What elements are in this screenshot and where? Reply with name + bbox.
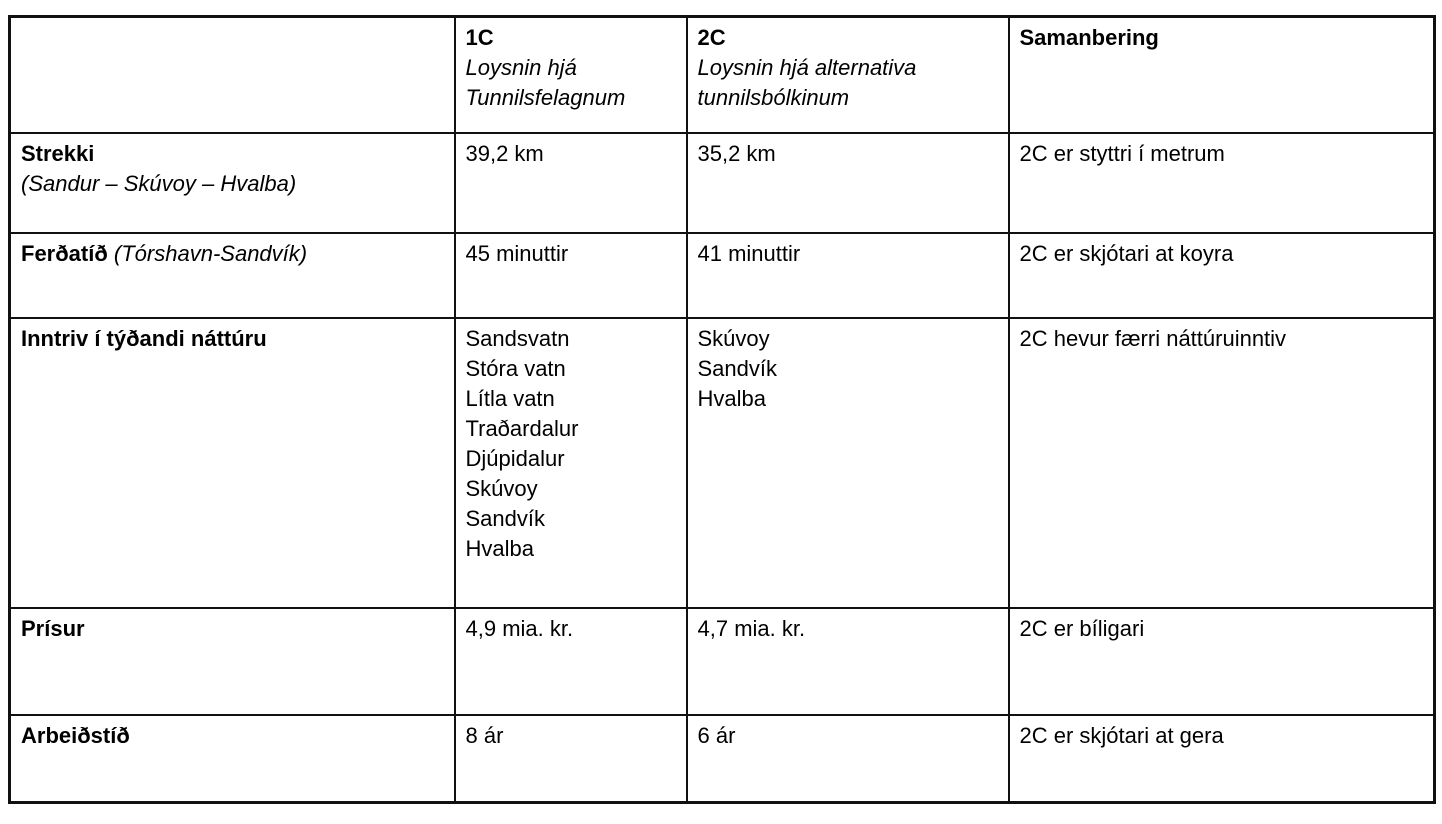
list-item: Skúvoy	[697, 325, 770, 351]
row-label-cell	[10, 318, 455, 608]
list-item: Sandsvatn	[465, 325, 570, 351]
list-item: Hvalba	[465, 535, 534, 561]
value-cell-2c: 41 minuttir	[687, 233, 1009, 318]
column-subtitle-2c: Loysnin hjá alternativa tunnilsbólkinum	[697, 55, 917, 110]
row-label: Strekki	[21, 140, 95, 166]
header-cell-1c	[455, 17, 687, 133]
row-label: Inntriv í týðandi náttúru	[21, 325, 267, 351]
list-item: Skúvoy	[465, 475, 538, 501]
table-row-arbeidstid	[10, 715, 1435, 803]
table-row-ferdatid	[10, 233, 1435, 318]
list-item: Sandvík	[697, 355, 777, 381]
table-row-strekki	[10, 133, 1435, 233]
value-cell-1c: 8 ár	[455, 715, 687, 803]
row-label: Arbeiðstíð	[21, 722, 130, 748]
list-item: Lítla vatn	[465, 385, 555, 411]
header-cell-comparison	[1009, 17, 1435, 133]
comparison-cell: 2C er skjótari at koyra	[1009, 233, 1435, 318]
value-cell-2c	[687, 318, 1009, 608]
value-cell-2c: 6 ár	[687, 715, 1009, 803]
comparison-cell: 2C er bíligari	[1009, 608, 1435, 715]
value-cell-1c: 4,9 mia. kr.	[455, 608, 687, 715]
comparison-cell: 2C er skjótari at gera	[1009, 715, 1435, 803]
header-empty-cell	[10, 17, 455, 133]
column-title-comparison: Samanbering	[1019, 25, 1159, 50]
value-cell-1c: 45 minuttir	[455, 233, 687, 318]
list-item: Djúpidalur	[465, 445, 565, 471]
value-cell-2c: 35,2 km	[687, 133, 1009, 233]
row-label-note: (Sandur – Skúvoy – Hvalba)	[21, 170, 297, 196]
comparison-cell: 2C hevur færri náttúruinntiv	[1009, 318, 1435, 608]
value-cell-2c: 4,7 mia. kr.	[687, 608, 1009, 715]
list-item: Hvalba	[697, 385, 766, 411]
row-label-cell	[10, 715, 455, 803]
row-label-cell	[10, 608, 455, 715]
table-row-inntriv	[10, 318, 1435, 608]
header-cell-2c	[687, 17, 1009, 133]
column-title-2c: 2C	[697, 25, 726, 50]
list-item: Stóra vatn	[465, 355, 566, 381]
comparison-cell: 2C er styttri í metrum	[1009, 133, 1435, 233]
table-header-row	[10, 17, 1435, 133]
row-label-note: (Tórshavn-Sandvík)	[113, 240, 308, 266]
value-cell-1c	[455, 318, 687, 608]
column-title-1c: 1C	[465, 25, 494, 50]
row-label-cell	[10, 133, 455, 233]
column-subtitle-1c: Loysnin hjá Tunnilsfelagnum	[465, 55, 626, 110]
tunnel-comparison-table	[8, 15, 1436, 804]
table-row-prisur	[10, 608, 1435, 715]
row-label: Ferðatíð	[21, 240, 108, 266]
value-cell-1c: 39,2 km	[455, 133, 687, 233]
list-item: Traðardalur	[465, 415, 579, 441]
row-label-cell	[10, 233, 455, 318]
row-label: Prísur	[21, 615, 85, 641]
list-item: Sandvík	[465, 505, 545, 531]
